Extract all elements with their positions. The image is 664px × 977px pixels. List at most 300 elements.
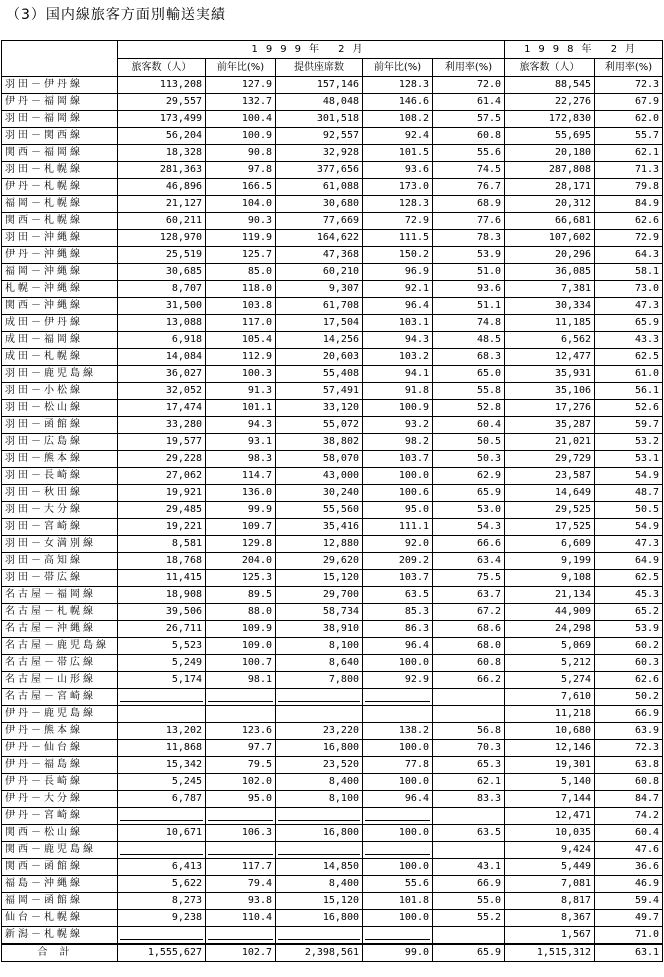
cell-yoy-passengers: 136.0 [206, 485, 276, 502]
table-row [2, 366, 663, 383]
table-row [2, 808, 663, 825]
table-row [2, 927, 663, 945]
cell-load-factor-1998: 73.0 [595, 281, 663, 298]
cell-load-factor-1999: 50.5 [433, 434, 505, 451]
cell-seats: 58,734 [276, 604, 363, 621]
cell-seats: 61,708 [276, 298, 363, 315]
cell-yoy-seats: 92.4 [363, 128, 433, 145]
table-row [2, 774, 663, 791]
cell-passengers-1998: 35,106 [505, 383, 595, 400]
cell-load-factor-1999: 53.9 [433, 247, 505, 264]
cell-passengers-1999: 128,970 [118, 230, 206, 247]
cell-passengers-1999 [118, 927, 206, 945]
cell-load-factor-1998: 48.7 [595, 485, 663, 502]
cell-passengers-1999: 8,707 [118, 281, 206, 298]
table-row [2, 434, 663, 451]
cell-load-factor-1998: 62.0 [595, 111, 663, 128]
cell-load-factor-1998: 60.3 [595, 655, 663, 672]
cell-load-factor-1999: 53.0 [433, 502, 505, 519]
cell-yoy-seats [363, 689, 433, 706]
table-row [2, 349, 663, 366]
cell-load-factor-1998: 58.1 [595, 264, 663, 281]
cell-passengers-1999: 19,221 [118, 519, 206, 536]
route-name: 福岡－函館線 [2, 893, 118, 910]
cell-load-factor-1999: 83.3 [433, 791, 505, 808]
cell-yoy-seats: 85.3 [363, 604, 433, 621]
no-service-dash [365, 931, 430, 940]
cell-yoy-seats: 173.0 [363, 179, 433, 196]
cell-seats: 33,120 [276, 400, 363, 417]
cell-load-factor-1999: 74.5 [433, 162, 505, 179]
route-name: 伊丹－長崎線 [2, 774, 118, 791]
table-row [2, 315, 663, 332]
cell-passengers-1998: 107,602 [505, 230, 595, 247]
cell-load-factor-1999: 68.6 [433, 621, 505, 638]
cell-passengers-1999: 18,908 [118, 587, 206, 604]
route-name: 伊丹－札幌線 [2, 179, 118, 196]
cell-load-factor-1998: 64.9 [595, 553, 663, 570]
cell-passengers-1999: 113,208 [118, 77, 206, 94]
cell-passengers-1999: 33,280 [118, 417, 206, 434]
cell-yoy-seats: 93.2 [363, 417, 433, 434]
route-name: 伊丹－仙台線 [2, 740, 118, 757]
cell-passengers-1999: 173,499 [118, 111, 206, 128]
cell-seats: 2,398,561 [276, 944, 363, 962]
cell-passengers-1999: 5,249 [118, 655, 206, 672]
cell-passengers-1999: 19,921 [118, 485, 206, 502]
cell-yoy-passengers: 99.9 [206, 502, 276, 519]
route-name: 名古屋－宮崎線 [2, 689, 118, 706]
table-row [2, 638, 663, 655]
cell-yoy-passengers: 102.7 [206, 944, 276, 962]
table-row [2, 213, 663, 230]
cell-load-factor-1999: 50.3 [433, 451, 505, 468]
route-name: 成田－福岡線 [2, 332, 118, 349]
cell-yoy-seats: 96.4 [363, 298, 433, 315]
table-row [2, 298, 663, 315]
no-service-dash [278, 846, 360, 855]
cell-yoy-seats: 91.8 [363, 383, 433, 400]
cell-seats [276, 842, 363, 859]
cell-yoy-passengers: 204.0 [206, 553, 276, 570]
cell-seats: 377,656 [276, 162, 363, 179]
route-name: 名古屋－帯広線 [2, 655, 118, 672]
cell-load-factor-1998: 71.0 [595, 927, 663, 945]
cell-passengers-1998: 12,471 [505, 808, 595, 825]
cell-passengers-1999: 5,622 [118, 876, 206, 893]
cell-passengers-1998: 5,069 [505, 638, 595, 655]
route-name: 関西－福岡線 [2, 145, 118, 162]
cell-yoy-seats: 100.0 [363, 655, 433, 672]
cell-passengers-1999: 6,413 [118, 859, 206, 876]
cell-passengers-1999: 56,204 [118, 128, 206, 145]
route-name: 福岡－札幌線 [2, 196, 118, 213]
cell-yoy-passengers: 98.1 [206, 672, 276, 689]
cell-load-factor-1999: 60.4 [433, 417, 505, 434]
cell-yoy-passengers: 119.9 [206, 230, 276, 247]
cell-load-factor-1998: 62.6 [595, 672, 663, 689]
cell-yoy-seats: 96.4 [363, 791, 433, 808]
cell-yoy-passengers [206, 808, 276, 825]
col-header-load-factor-1998: 利用率(%) [595, 59, 663, 77]
cell-load-factor-1999: 52.8 [433, 400, 505, 417]
cell-load-factor-1999: 48.5 [433, 332, 505, 349]
cell-load-factor-1998: 65.9 [595, 315, 663, 332]
cell-yoy-passengers: 110.4 [206, 910, 276, 927]
table-row [2, 689, 663, 706]
route-name: 羽田－広島線 [2, 434, 118, 451]
table-row [2, 281, 663, 298]
cell-passengers-1998: 10,680 [505, 723, 595, 740]
table-row [2, 468, 663, 485]
cell-yoy-seats: 100.9 [363, 400, 433, 417]
col-header-seats: 提供座席数 [276, 59, 363, 77]
cell-passengers-1998: 8,817 [505, 893, 595, 910]
cell-load-factor-1999: 56.8 [433, 723, 505, 740]
cell-seats: 48,048 [276, 94, 363, 111]
cell-load-factor-1998: 36.6 [595, 859, 663, 876]
route-name: 羽田－熊本線 [2, 451, 118, 468]
cell-seats: 55,072 [276, 417, 363, 434]
cell-load-factor-1998: 65.2 [595, 604, 663, 621]
cell-yoy-passengers: 127.9 [206, 77, 276, 94]
cell-yoy-seats: 128.3 [363, 196, 433, 213]
cell-yoy-seats: 150.2 [363, 247, 433, 264]
table-row [2, 111, 663, 128]
route-name: 名古屋－福岡線 [2, 587, 118, 604]
cell-passengers-1998: 11,185 [505, 315, 595, 332]
cell-yoy-passengers: 90.3 [206, 213, 276, 230]
cell-load-factor-1998: 72.3 [595, 740, 663, 757]
cell-passengers-1999: 9,238 [118, 910, 206, 927]
cell-load-factor-1998: 61.0 [595, 366, 663, 383]
cell-yoy-seats: 94.1 [363, 366, 433, 383]
cell-passengers-1998: 1,515,312 [505, 944, 595, 962]
route-name: 成田－伊丹線 [2, 315, 118, 332]
cell-load-factor-1999: 63.5 [433, 825, 505, 842]
table-row [2, 196, 663, 213]
table-row [2, 519, 663, 536]
cell-seats: 35,416 [276, 519, 363, 536]
cell-seats: 164,622 [276, 230, 363, 247]
cell-yoy-seats: 100.6 [363, 485, 433, 502]
header-period-row [2, 41, 663, 59]
header-period-1999: 1999年 2月 [118, 41, 505, 59]
cell-load-factor-1998: 72.9 [595, 230, 663, 247]
cell-load-factor-1999: 70.3 [433, 740, 505, 757]
cell-load-factor-1998: 47.6 [595, 842, 663, 859]
cell-yoy-passengers: 125.3 [206, 570, 276, 587]
cell-seats: 9,307 [276, 281, 363, 298]
cell-yoy-seats: 96.4 [363, 638, 433, 655]
cell-load-factor-1999: 68.0 [433, 638, 505, 655]
cell-load-factor-1998: 60.4 [595, 825, 663, 842]
table-row [2, 570, 663, 587]
cell-load-factor-1998: 53.2 [595, 434, 663, 451]
cell-yoy-seats: 103.1 [363, 315, 433, 332]
cell-seats: 38,802 [276, 434, 363, 451]
route-name: 仙台－札幌線 [2, 910, 118, 927]
cell-load-factor-1999: 66.9 [433, 876, 505, 893]
cell-passengers-1998: 172,830 [505, 111, 595, 128]
cell-load-factor-1998: 52.6 [595, 400, 663, 417]
cell-load-factor-1998: 54.9 [595, 468, 663, 485]
cell-seats: 14,256 [276, 332, 363, 349]
cell-yoy-passengers: 101.1 [206, 400, 276, 417]
no-service-dash [208, 846, 273, 855]
cell-passengers-1999 [118, 706, 206, 723]
cell-seats: 77,669 [276, 213, 363, 230]
cell-passengers-1998: 17,276 [505, 400, 595, 417]
cell-yoy-seats: 55.6 [363, 876, 433, 893]
cell-seats: 17,504 [276, 315, 363, 332]
cell-passengers-1998: 7,381 [505, 281, 595, 298]
cell-passengers-1998: 11,218 [505, 706, 595, 723]
table-row [2, 706, 663, 723]
cell-yoy-passengers: 90.8 [206, 145, 276, 162]
cell-load-factor-1998: 45.3 [595, 587, 663, 604]
cell-yoy-seats: 72.9 [363, 213, 433, 230]
cell-seats [276, 927, 363, 945]
route-name: 伊丹－沖縄線 [2, 247, 118, 264]
table-row [2, 247, 663, 264]
cell-yoy-seats: 103.7 [363, 570, 433, 587]
table-row [2, 672, 663, 689]
table-row [2, 859, 663, 876]
route-name: 関西－札幌線 [2, 213, 118, 230]
cell-seats: 58,070 [276, 451, 363, 468]
cell-passengers-1998: 88,545 [505, 77, 595, 94]
cell-passengers-1998: 24,298 [505, 621, 595, 638]
cell-yoy-seats: 95.0 [363, 502, 433, 519]
cell-yoy-seats: 100.0 [363, 910, 433, 927]
cell-yoy-passengers: 109.9 [206, 621, 276, 638]
cell-seats: 8,400 [276, 774, 363, 791]
cell-load-factor-1998: 47.3 [595, 298, 663, 315]
route-name: 羽田－伊丹線 [2, 77, 118, 94]
route-name: 羽田－女満別線 [2, 536, 118, 553]
cell-load-factor-1999 [433, 842, 505, 859]
cell-load-factor-1999: 68.3 [433, 349, 505, 366]
route-name: 羽田－宮崎線 [2, 519, 118, 536]
cell-passengers-1999 [118, 689, 206, 706]
no-service-dash [278, 931, 360, 940]
cell-load-factor-1999: 66.2 [433, 672, 505, 689]
route-name: 関西－鹿児島線 [2, 842, 118, 859]
cell-passengers-1998: 14,649 [505, 485, 595, 502]
cell-load-factor-1999: 55.6 [433, 145, 505, 162]
cell-seats [276, 689, 363, 706]
table-row [2, 162, 663, 179]
cell-yoy-passengers: 109.7 [206, 519, 276, 536]
cell-seats: 55,560 [276, 502, 363, 519]
no-service-dash [208, 931, 273, 940]
cell-load-factor-1999: 63.4 [433, 553, 505, 570]
cell-yoy-passengers: 166.5 [206, 179, 276, 196]
cell-yoy-seats: 92.1 [363, 281, 433, 298]
col-header-yoy-passengers: 前年比(%) [206, 59, 276, 77]
cell-seats: 15,120 [276, 570, 363, 587]
table-row [2, 910, 663, 927]
cell-seats: 16,800 [276, 910, 363, 927]
cell-yoy-passengers: 93.1 [206, 434, 276, 451]
cell-yoy-seats: 96.9 [363, 264, 433, 281]
cell-passengers-1999: 18,328 [118, 145, 206, 162]
cell-yoy-passengers: 85.0 [206, 264, 276, 281]
cell-load-factor-1999: 76.7 [433, 179, 505, 196]
cell-passengers-1998: 44,909 [505, 604, 595, 621]
cell-yoy-seats: 98.2 [363, 434, 433, 451]
route-name: 関西－函館線 [2, 859, 118, 876]
cell-yoy-seats: 92.9 [363, 672, 433, 689]
cell-passengers-1998: 5,140 [505, 774, 595, 791]
cell-yoy-seats: 111.1 [363, 519, 433, 536]
cell-passengers-1998: 1,567 [505, 927, 595, 945]
table-row [2, 842, 663, 859]
table-row [2, 417, 663, 434]
route-name: 羽田－札幌線 [2, 162, 118, 179]
cell-seats: 57,491 [276, 383, 363, 400]
route-name: 羽田－松山線 [2, 400, 118, 417]
cell-passengers-1998: 30,334 [505, 298, 595, 315]
cell-passengers-1998: 7,144 [505, 791, 595, 808]
route-name: 伊丹－熊本線 [2, 723, 118, 740]
cell-passengers-1999: 281,363 [118, 162, 206, 179]
cell-seats: 20,603 [276, 349, 363, 366]
cell-passengers-1999: 15,342 [118, 757, 206, 774]
cell-passengers-1998: 66,681 [505, 213, 595, 230]
cell-passengers-1999: 13,088 [118, 315, 206, 332]
cell-load-factor-1999: 51.1 [433, 298, 505, 315]
route-name: 羽田－福岡線 [2, 111, 118, 128]
cell-yoy-passengers: 100.4 [206, 111, 276, 128]
table-row [2, 740, 663, 757]
total-label: 合計 [2, 944, 118, 962]
cell-passengers-1999: 5,245 [118, 774, 206, 791]
cell-seats: 16,800 [276, 825, 363, 842]
cell-passengers-1998: 9,199 [505, 553, 595, 570]
cell-yoy-passengers: 109.0 [206, 638, 276, 655]
cell-yoy-passengers: 117.7 [206, 859, 276, 876]
cell-seats: 16,800 [276, 740, 363, 757]
cell-seats: 157,146 [276, 77, 363, 94]
cell-yoy-passengers: 94.3 [206, 417, 276, 434]
header-period-1998: 1998年 2月 [505, 41, 663, 59]
cell-yoy-seats: 100.0 [363, 774, 433, 791]
route-name: 名古屋－沖縄線 [2, 621, 118, 638]
cell-yoy-passengers: 123.6 [206, 723, 276, 740]
cell-yoy-passengers [206, 689, 276, 706]
cell-load-factor-1999: 62.9 [433, 468, 505, 485]
cell-seats: 60,210 [276, 264, 363, 281]
cell-load-factor-1999: 77.6 [433, 213, 505, 230]
cell-load-factor-1999: 67.2 [433, 604, 505, 621]
cell-yoy-passengers: 105.4 [206, 332, 276, 349]
cell-yoy-seats: 111.5 [363, 230, 433, 247]
cell-load-factor-1999: 54.3 [433, 519, 505, 536]
table-row [2, 77, 663, 94]
no-service-dash [278, 812, 360, 821]
cell-passengers-1999: 29,557 [118, 94, 206, 111]
cell-yoy-passengers: 100.9 [206, 128, 276, 145]
page-title: （3）国内線旅客方面別輸送実績 [6, 7, 226, 23]
cell-yoy-passengers: 112.9 [206, 349, 276, 366]
cell-load-factor-1998: 46.9 [595, 876, 663, 893]
cell-load-factor-1998: 53.1 [595, 451, 663, 468]
cell-passengers-1998: 9,424 [505, 842, 595, 859]
no-service-dash [208, 812, 273, 821]
cell-seats: 8,100 [276, 791, 363, 808]
cell-yoy-seats: 63.5 [363, 587, 433, 604]
no-service-dash [208, 693, 273, 702]
cell-passengers-1999: 14,084 [118, 349, 206, 366]
cell-yoy-seats: 209.2 [363, 553, 433, 570]
cell-yoy-passengers: 97.7 [206, 740, 276, 757]
table-row [2, 723, 663, 740]
cell-load-factor-1999: 43.1 [433, 859, 505, 876]
cell-passengers-1999: 29,228 [118, 451, 206, 468]
cell-passengers-1999: 18,768 [118, 553, 206, 570]
cell-passengers-1998: 20,180 [505, 145, 595, 162]
route-name: 羽田－帯広線 [2, 570, 118, 587]
no-service-dash [120, 812, 203, 821]
cell-seats: 23,520 [276, 757, 363, 774]
cell-load-factor-1998: 59.4 [595, 893, 663, 910]
cell-passengers-1998: 8,367 [505, 910, 595, 927]
cell-yoy-seats: 103.2 [363, 349, 433, 366]
cell-load-factor-1998: 47.3 [595, 536, 663, 553]
cell-load-factor-1999: 66.6 [433, 536, 505, 553]
cell-load-factor-1999 [433, 689, 505, 706]
col-header-passengers-1998: 旅客数（人） [505, 59, 595, 77]
cell-seats: 14,850 [276, 859, 363, 876]
table-row [2, 536, 663, 553]
cell-load-factor-1998: 54.9 [595, 519, 663, 536]
cell-yoy-passengers: 89.5 [206, 587, 276, 604]
cell-passengers-1999: 11,415 [118, 570, 206, 587]
table-row [2, 791, 663, 808]
cell-passengers-1999: 5,174 [118, 672, 206, 689]
cell-passengers-1998: 287,808 [505, 162, 595, 179]
table-row [2, 876, 663, 893]
cell-passengers-1999: 30,685 [118, 264, 206, 281]
cell-load-factor-1999: 68.9 [433, 196, 505, 213]
route-name: 札幌－沖縄線 [2, 281, 118, 298]
route-name: 名古屋－山形線 [2, 672, 118, 689]
cell-seats: 30,680 [276, 196, 363, 213]
table-row [2, 400, 663, 417]
cell-load-factor-1998: 50.2 [595, 689, 663, 706]
cell-passengers-1998: 7,081 [505, 876, 595, 893]
cell-seats: 32,928 [276, 145, 363, 162]
table-row [2, 893, 663, 910]
cell-seats: 47,368 [276, 247, 363, 264]
col-header-load-factor-1999: 利用率(%) [433, 59, 505, 77]
cell-load-factor-1998: 56.1 [595, 383, 663, 400]
cell-load-factor-1998: 62.5 [595, 570, 663, 587]
cell-load-factor-1999: 60.8 [433, 655, 505, 672]
cell-yoy-seats: 92.0 [363, 536, 433, 553]
cell-load-factor-1998: 55.7 [595, 128, 663, 145]
cell-passengers-1999: 60,211 [118, 213, 206, 230]
cell-yoy-passengers: 98.3 [206, 451, 276, 468]
cell-passengers-1999: 27,062 [118, 468, 206, 485]
cell-load-factor-1999: 65.0 [433, 366, 505, 383]
cell-passengers-1998: 28,171 [505, 179, 595, 196]
cell-load-factor-1998: 71.3 [595, 162, 663, 179]
cell-load-factor-1998: 74.2 [595, 808, 663, 825]
cell-passengers-1998: 23,587 [505, 468, 595, 485]
